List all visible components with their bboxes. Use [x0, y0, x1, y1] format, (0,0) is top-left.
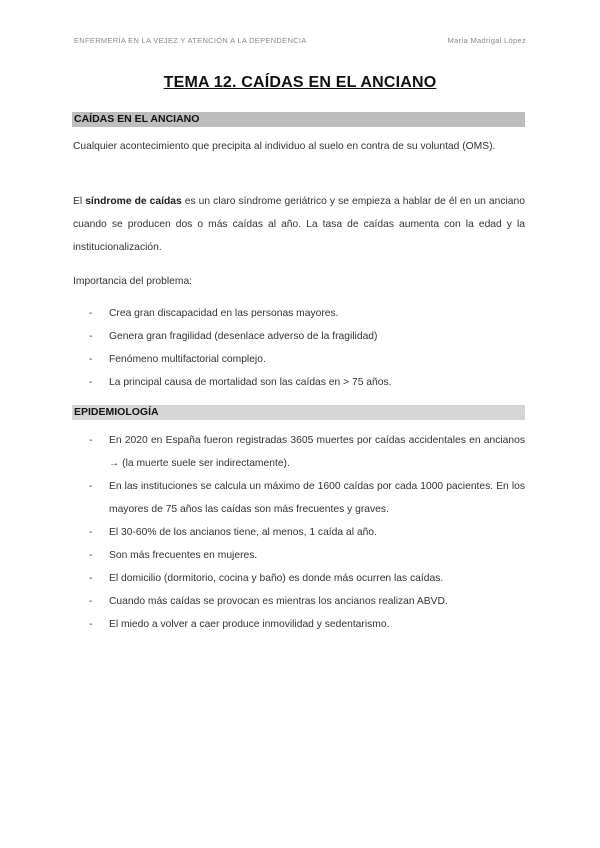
list-item [73, 429, 525, 475]
list-item [73, 325, 525, 348]
dash-bullet: - [89, 550, 93, 561]
list-item [73, 590, 525, 613]
list-item-text: Son más frecuentes en mujeres. [109, 550, 258, 561]
syndrome-paragraph [73, 190, 525, 259]
list-item-text: Crea gran discapacidad en las personas mayores. [109, 308, 339, 319]
list-item [73, 371, 525, 394]
dash-bullet: - [89, 596, 93, 607]
list-item-text: El miedo a volver a caer produce inmovilidad y sedentarismo. [109, 619, 390, 630]
section-heading-caidas [72, 112, 525, 127]
list-item-text: El 30-60% de los ancianos tiene, al menos, 1 caída al año. [109, 527, 377, 538]
list-item-text: El domicilio (dormitorio, cocina y baño) es donde más ocurren las caídas. [109, 573, 444, 584]
dash-bullet: - [89, 619, 93, 630]
list-item [73, 613, 525, 636]
list-item [73, 348, 525, 371]
list-item-text: La principal causa de mortalidad son las caídas en > 75 años. [109, 377, 392, 388]
epidemiology-list [73, 429, 525, 636]
dash-bullet: - [89, 308, 93, 319]
dash-bullet: - [89, 527, 93, 538]
section-heading-label: EPIDEMIOLOGÍA [74, 406, 159, 418]
syndrome-prefix: El [73, 196, 86, 207]
dash-bullet: - [89, 573, 93, 584]
dash-bullet: - [89, 481, 93, 492]
list-item [73, 567, 525, 590]
dash-bullet: - [89, 331, 93, 342]
page-title: TEMA 12. CAÍDAS EN EL ANCIANO [163, 74, 437, 91]
header-author: María Madrigal López [447, 36, 526, 45]
list-item [73, 475, 525, 521]
dash-bullet: - [89, 377, 93, 388]
section-heading-epidemiologia [72, 405, 525, 420]
list-item-text: En las instituciones se calcula un máximo de 1600 caídas por cada 1000 pacientes. En los mayores de 75 años las caídas son más frecuentes y graves. [109, 481, 525, 515]
list-item-text: Cuando más caídas se provocan es mientras los ancianos realizan ABVD. [109, 596, 448, 607]
list-item-text: En 2020 en España fueron registradas 3605 muertes por caídas accidentales en ancianos → (la muerte suele ser indirectamente). [109, 435, 525, 469]
syndrome-term: síndrome de caídas [85, 196, 182, 207]
list-item [73, 544, 525, 567]
importance-label: Importancia del problema: [73, 276, 193, 287]
dash-bullet: - [89, 435, 93, 446]
importance-list [73, 302, 525, 394]
header-course-title: ENFERMERÍA EN LA VEJEZ Y ATENCIÓN A LA DEPENDENCIA [74, 36, 307, 45]
definition-paragraph: Cualquier acontecimiento que precipita al individuo al suelo en contra de su voluntad (OMS). [73, 141, 496, 152]
running-header [74, 36, 526, 48]
list-item-text: Fenómeno multifactorial complejo. [109, 354, 266, 365]
dash-bullet: - [89, 354, 93, 365]
list-item-text: Genera gran fragilidad (desenlace adverso de la fragilidad) [109, 331, 378, 342]
list-item [73, 302, 525, 325]
section-heading-label: CAÍDAS EN EL ANCIANO [74, 113, 200, 125]
list-item [73, 521, 525, 544]
syndrome-description: es un claro síndrome geriátrico y se empieza a hablar de él en un anciano cuando se producen dos o más caídas al año. La tasa de caídas aumenta con la edad y la institucionalización. [73, 196, 525, 253]
